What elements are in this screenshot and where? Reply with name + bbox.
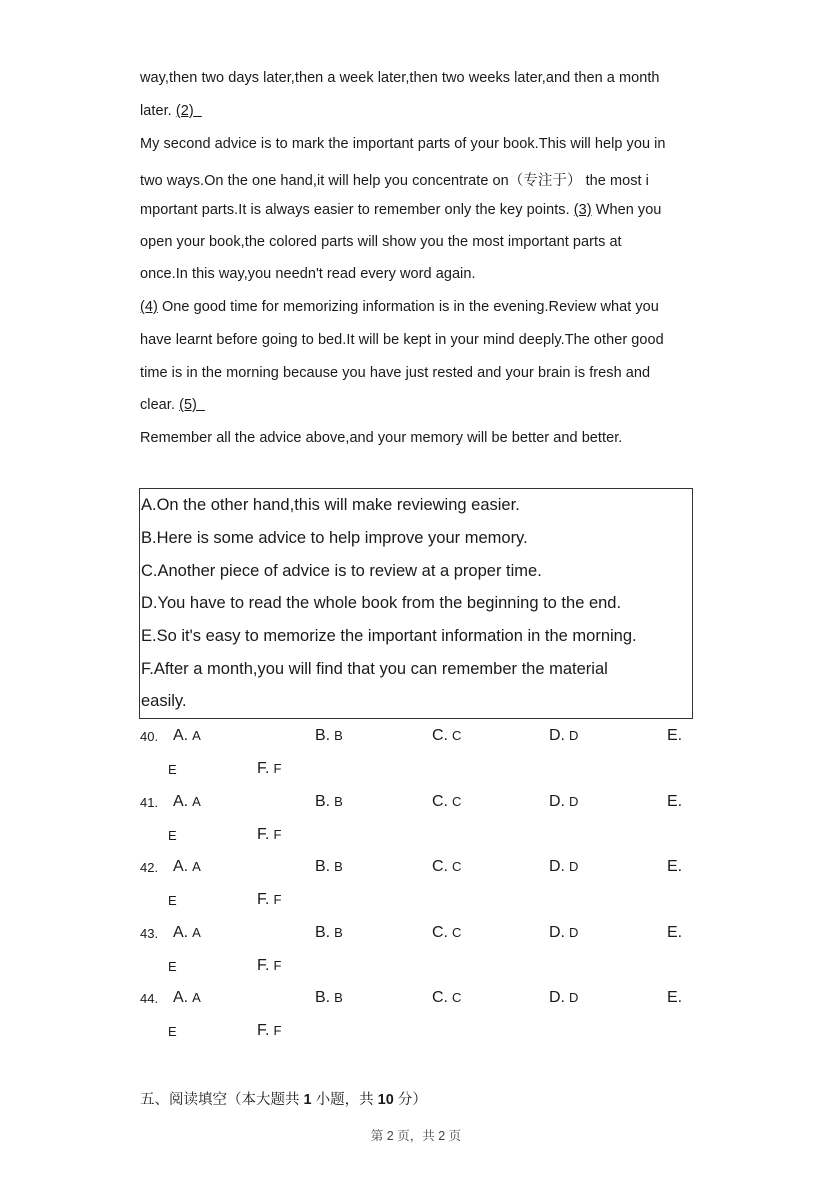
choice-c[interactable]: C. C <box>432 727 462 744</box>
choice-e-text: E <box>168 959 177 974</box>
passage-text: clear. <box>140 397 175 413</box>
section-heading: 五、阅读填空（本大题共 1 小题，共 10 分） <box>140 1092 427 1108</box>
choice-a[interactable]: A. A <box>173 727 201 744</box>
choice-f[interactable]: F. F <box>257 957 282 974</box>
question-number: 42. <box>140 860 159 875</box>
choice-e-text: E <box>168 828 177 843</box>
choice-e[interactable]: E. <box>667 989 683 1006</box>
passage-line: Remember all the advice above,and your memory will be better and better. <box>140 430 623 446</box>
choice-b[interactable]: B. B <box>315 793 343 810</box>
passage-line: once.In this way,you needn't read every word again. <box>140 266 476 282</box>
choice-c[interactable]: C. C <box>432 858 462 875</box>
choice-c[interactable]: C. C <box>432 924 462 941</box>
passage-line: way,then two days later,then a week later,then two weeks later,and then a month <box>140 70 660 86</box>
choice-b[interactable]: B. B <box>315 989 343 1006</box>
choice-f[interactable]: F. F <box>257 891 282 908</box>
passage-line: time is in the morning because you have just rested and your brain is fresh and <box>140 365 651 381</box>
choice-d[interactable]: D. D <box>549 727 579 744</box>
option-f-text-cont: easily. <box>141 692 187 710</box>
blank-5: (5) <box>179 397 197 413</box>
option-c-text: C.Another piece of advice is to review at a proper time. <box>141 562 542 580</box>
choice-b[interactable]: B. B <box>315 924 343 941</box>
question-number: 40. <box>140 729 159 744</box>
choice-a[interactable]: A. A <box>173 924 201 941</box>
choice-c[interactable]: C. C <box>432 989 462 1006</box>
choice-a[interactable]: A. A <box>173 793 201 810</box>
choice-e[interactable]: E. <box>667 727 683 744</box>
passage-text: later. <box>140 103 172 119</box>
passage-line: open your book,the colored parts will show you the most important parts at <box>140 234 622 250</box>
blank-2: (2) <box>175 103 194 119</box>
passage-line <box>140 202 661 218</box>
choice-d[interactable]: D. D <box>549 924 579 941</box>
passage-line <box>140 397 205 413</box>
choice-f[interactable]: F. F <box>257 1022 282 1039</box>
choice-e-text: E <box>168 1024 177 1039</box>
option-a-text: A.On the other hand,this will make reviewing easier. <box>141 496 520 514</box>
choice-f[interactable]: F. F <box>257 826 282 843</box>
passage-line: have learnt before going to bed.It will be kept in your mind deeply.The other good <box>140 332 664 348</box>
passage-line: two ways.On the one hand,it will help you concentrate on（专注于） the most i <box>140 173 649 189</box>
choice-d[interactable]: D. D <box>549 989 579 1006</box>
choice-a[interactable]: A. A <box>173 858 201 875</box>
choice-e[interactable]: E. <box>667 793 683 810</box>
passage-text: When you <box>595 202 662 218</box>
choice-d[interactable]: D. D <box>549 858 579 875</box>
option-e-text: E.So it's easy to memorize the important information in the morning. <box>141 627 637 645</box>
option-f-text: F.After a month,you will find that you can remember the material <box>141 660 608 678</box>
option-d-text: D.You have to read the whole book from the beginning to the end. <box>141 594 622 612</box>
choice-a[interactable]: A. A <box>173 989 201 1006</box>
choice-e-text: E <box>168 762 177 777</box>
passage-line <box>140 103 202 119</box>
options-box <box>139 488 693 719</box>
blank-3: (3) <box>573 202 592 218</box>
choice-e[interactable]: E. <box>667 924 683 941</box>
choice-b[interactable]: B. B <box>315 727 343 744</box>
question-number: 43. <box>140 926 159 941</box>
choice-e-text: E <box>168 893 177 908</box>
question-number: 44. <box>140 991 159 1006</box>
choice-d[interactable]: D. D <box>549 793 579 810</box>
passage-line <box>140 299 659 315</box>
passage-line: My second advice is to mark the important parts of your book.This will help you in <box>140 136 666 152</box>
passage-text: mportant parts.It is always easier to remember only the key points. <box>140 202 570 218</box>
choice-b[interactable]: B. B <box>315 858 343 875</box>
choice-c[interactable]: C. C <box>432 793 462 810</box>
page-footer: 第 2 页，共 2 页 <box>370 1129 462 1143</box>
question-number: 41. <box>140 795 159 810</box>
choice-e[interactable]: E. <box>667 858 683 875</box>
option-b-text: B.Here is some advice to help improve your memory. <box>141 529 528 547</box>
choice-f[interactable]: F. F <box>257 760 282 777</box>
blank-4: (4) <box>140 299 158 315</box>
passage-text: One good time for memorizing information is in the evening.Review what you <box>161 299 659 315</box>
